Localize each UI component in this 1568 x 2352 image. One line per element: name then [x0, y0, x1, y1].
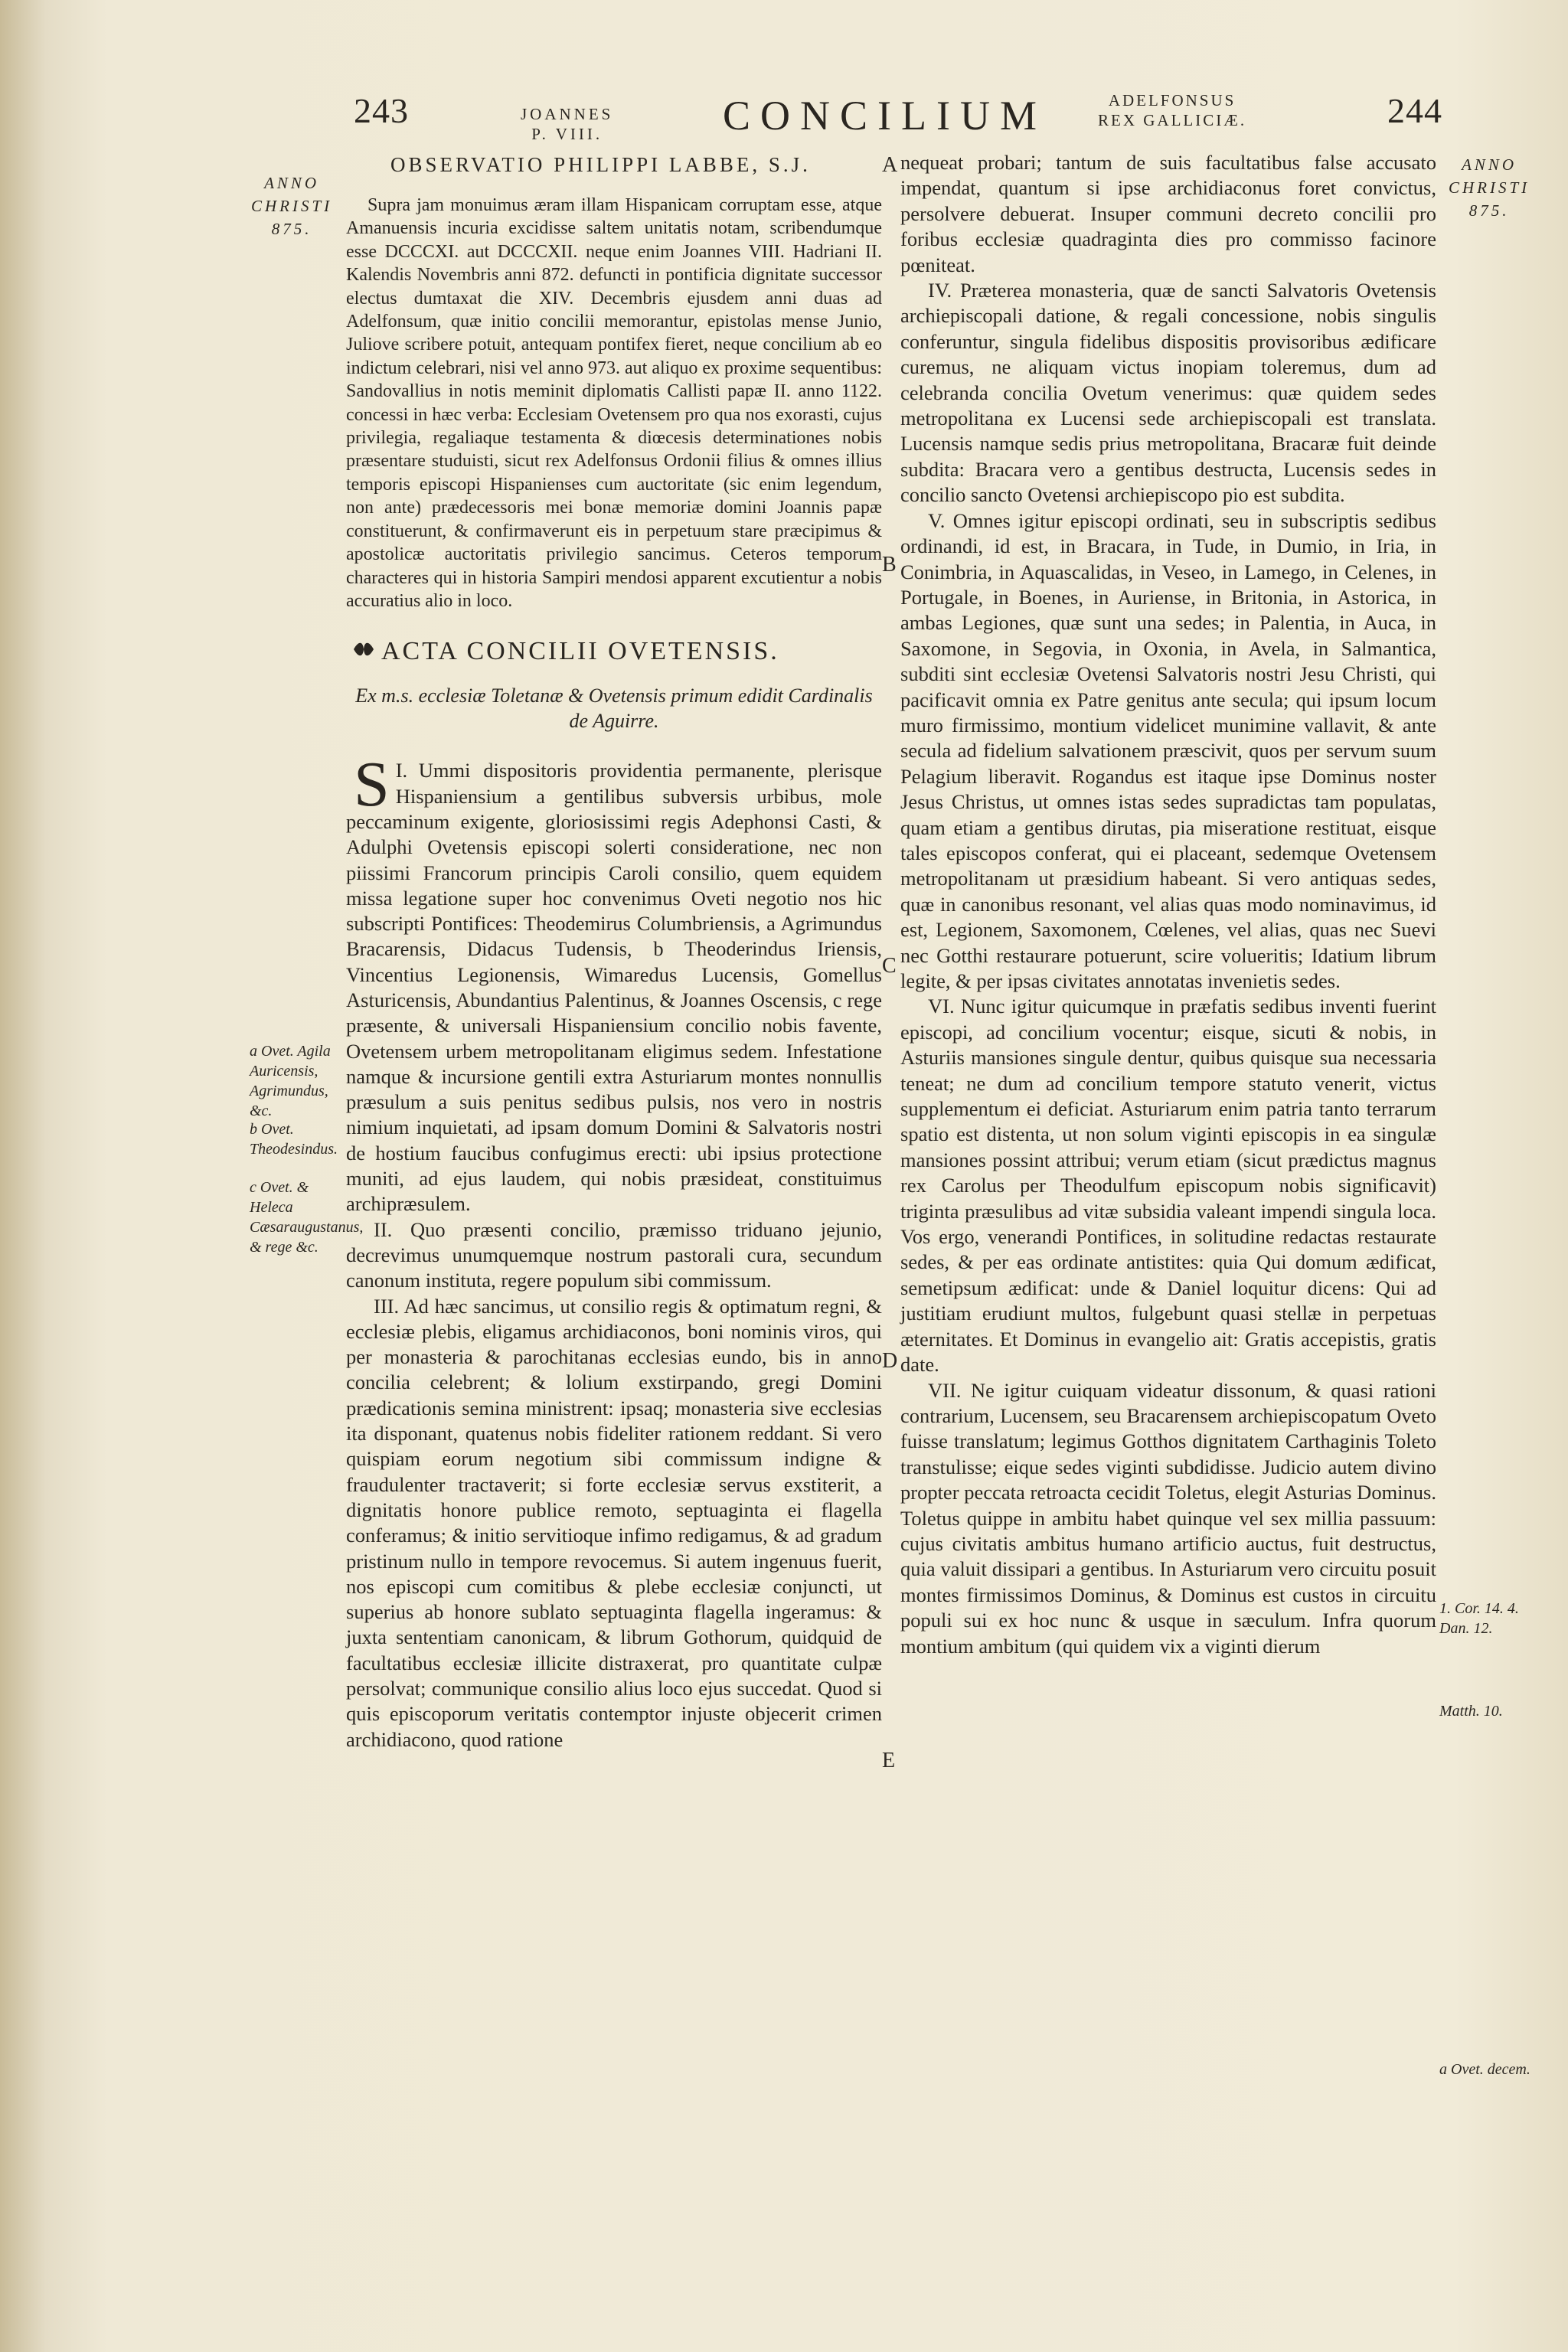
drop-cap: S — [354, 749, 390, 821]
margin-note: a Ovet. Agila Auricensis, Agrimundus, &c. — [250, 1043, 331, 1119]
left-column — [346, 153, 882, 1753]
acta-heading — [352, 637, 882, 666]
section-4: IV. Præterea monasteria, quæ de sancti Salvatoris Ovetensis archiepiscopali datione, & regali concessione, nobis singulis conferuntur, singula fidelibus dispositis provisoribus ædificare curemus, ne aliquam victus inopiam toleremus, dum ad celebranda concilia Ovetum venerimus: quæ quidem sedes metropolitana ex Lucensi sede archiepiscopali est translata. Lucensis namque sedis prius metropolitana, Bracaræ fuit deinde subdita: Bracara vero a gentibus destructa, Lucensis sedes in concilio sancto Ovetensi archiepiscopo pio est subdita. — [900, 279, 1436, 507]
margin-note: c Ovet. & Heleca Cæsaraugustanus, & rege &c. — [250, 1179, 364, 1256]
margin-note: a Ovet. decem. — [1439, 2061, 1530, 2078]
margin-letter-d: D — [882, 1349, 898, 1373]
fleuron-icon — [352, 637, 375, 666]
observatio-heading: OBSERVATIO PHILIPPI LABBE, S.J. — [390, 153, 811, 176]
left-running-head — [521, 104, 613, 144]
anno-christi-right — [1449, 153, 1530, 222]
section-1 — [346, 749, 882, 1217]
christi-word: CHRISTI — [251, 197, 333, 215]
right-column — [900, 150, 1436, 1659]
section-3-continued: nequeat probari; tantum de suis facultatibus false accusato impendat, quantum si ipse archidiaconus foret convictus, persolvere debuerat. Insuper communi decreto concilii pro foribus ecclesiæ quadraginta dies pro commisso facinore pœniteat. — [900, 151, 1436, 276]
margin-note: 1. Cor. 14. 4. — [1439, 1600, 1519, 1617]
running-head-line2: REX GALLICIÆ. — [1098, 111, 1247, 129]
christi-word: CHRISTI — [1449, 178, 1530, 197]
section-1-text: Ummi dispositoris providentia permanente, plerisque Hispaniensium a gentilibus subversis urbibus, mole peccaminum exigente, gloriosissimi regis Adephonsi Casti, & Adulphi Ovetensis episcopi solerti consideratione, nec non piissimi Francorum principis Caroli consilio, quem equidem missa legatione super hoc convenimus Oveti negotio nos hic subscripti Pontifices: Theodemirus Columbriensis, a Agrimundus Bracarensis, Didacus Tudensis, b Theoderindus Iriensis, Vincentius Legionensis, Wimaredus Lucensis, Gomellus Asturicensis, Abundantius Palentinus, & Joannes Oscensis, c rege præsente, & universali Hispaniensium concilio nobis favente, Ovetensem urbem metropolitanam eligimus sedem. Infestatione namque & incursione gentili extra Asturiarum montes nonnullis præsulum a suis penitus sedibus pulsis, nos vero in nostris nimium inquietati, ad ipsam domum Domini & Salvatoris nostri de hostium faucibus confugimus erecti: ubi ipsius protectione muniti, ad ejus laudem, qui nobis præsideat, constituimus archipræsulem. — [346, 759, 882, 1216]
anno-word: ANNO — [264, 174, 320, 192]
left-page-number: 243 — [354, 91, 409, 130]
acta-right-body — [900, 150, 1436, 1659]
section-7: VII. Ne igitur cuiquam videatur dissonum, & quasi rationi contrarium, Lucensem, seu Bracarensem archiepiscopatum Oveto fuisse translatum; legimus Gotthos dignitatem Carthaginis Toleto transtulisse; eique sedes viginti subdidisse. Judicio autem divino propter peccata retroacta cecidit Toletus, elegit Asturias Dominus. Toletus quippe in ambitu habet quinque vel sex millia passuum: cujus civitatis ambitus humano artificio auctus, fuit destructus, quia valuit dissipari a gentibus. In Asturiarum vero circuitu posuit montes firmissimos Dominus, & Dominus est custos in circuitu populi sui ex hoc nunc & usque in sæculum. Infra quorum montium ambitum (qui quidem vix a viginti dierum — [900, 1378, 1436, 1658]
year-number: 875. — [1468, 201, 1510, 220]
section-6: VI. Nunc igitur quicumque in præfatis sedibus inventi fuerint episcopi, ad concilium vocentur; eisque, sicuti & nobis, in Asturiis mansiones singule dentur, quibus quisque sua necessaria teneat; ne dum ad concilium tempore statuto venerit, victus supplementum ei deficiat. Asturiarum enim patria tanto terrarum spatio est distenta, ut non solum viginti episcopis in ea singulæ mansiones possint attribui; verum etiam (sicut prædictus magnus rex Carolus per Theodulfum episcopum nobis significavit) triginta præsulibus ad vitæ subsidia valeant impendi singula loca. Vos ergo, venerandi Pontifices, in solitudine redactas restaurate sedes, & per eas ordinate antistites: quia Qui domum ædificat, semetipsum ædificat: unde & Daniel loquitur dicens: Qui ad justitiam erudiunt multos, fulgebunt quasi stellæ in perpetuas æternitates. Et Dominus in evangelio ait: Gratis accepistis, gratis date. — [900, 995, 1436, 1377]
section-5: V. Omnes igitur episcopi ordinati, seu in subscriptis sedibus ordinandi, id est, in Bracara, in Tude, in Dumio, in Iria, in Conimbria, in Aquascalidas, in Veseo, in Lamego, in Celenes, in Portugale, in Boenes, in Auriense, in Britonia, in Astorica, in ambas Legiones, quæ sunt una sedes; in Palentia, in Auca, in Saxomone, in Segovia, in Oxonia, in Avela, in Salmantica, subditi sint ecclesiæ Ovetensi Salvatoris nostri Jesu Christi, qui pacificavit omnia ex Patre genitus ante secula; qui ipsum locum muro firmissimo, montium videlicet munimine vallavit, & ante secula ad fidelium salvationem præscivit, quos per servum suum Pelagium liberavit. Rogandus est itaque ipse Dominus noster Jesus Christus, ut omnes istas sedes supradictas tam populatas, quam etiam a gentibus dirutas, pia miseratione restituat, eisque tales episcopos conferat, qui ei placeant, sedemque Ovetensem metropolitanam ut præsidium habeant. Si vero antiquas sedes, quæ in canonibus resonant, vel alias quas modo nominavimus, id est, Legionem, Saxomonem, Cœlenes, vel alias, quas nec Suevi nec Gotthi restaurare potuerunt, scire volueritis; Idatium librum legite, & per ipsas civitates annotatas invenietis sedes. — [900, 508, 1436, 992]
right-page-number: 244 — [1387, 91, 1442, 130]
acta-heading-text: ACTA CONCILII OVETENSIS. — [381, 637, 779, 666]
center-title: CONCILIUM — [723, 93, 1047, 139]
section-numeral: I. — [395, 759, 408, 782]
margin-letter-e: E — [882, 1749, 896, 1772]
section-3: III. Ad hæc sancimus, ut consilio regis & optimatum regni, & ecclesiæ plebis, eligamus archidiaconos, boni nominis viros, qui per monasteria & parochitanas ecclesias eundo, bis in anno concilia celebrent; & lolium exstirpando, gregi Domini prædicationis semina ministrent: ipsaq; monasteria sive ecclesias ita disponant, quatenus nobis fideliter rationem reddant. Si vero quispiam eorum negotium sibi commissum indigne & fraudulenter tractaverit; si forte ecclesiæ servus exstiterit, a dignitatis honore publice remoto, septuaginta ei flagella conferamus; & initio servitioque infimo redigamus, & ad gradum pristinum nullo in tempore revocemus. Si autem ingenuus fuerit, nos episcopi cum comitibus & plebe ecclesiæ conjuncti, ut superius ab honore sublato septuaginta flagella ingeramus: & juxta sententiam canonicam, & librum Gothorum, quidquid de facultatibus ecclesiæ illicite distraxerat, pro quantitate culpæ persolvat; communique consilio alius loco ejus succedat. Quod si quis episcoporum veritatis contemptor injuste objecerit crimen archidiacono, quod ratione — [346, 1294, 882, 1751]
observatio-paragraph: Supra jam monuimus æram illam Hispanicam corruptam esse, atque Amanuensis incuria excidisse saltem unitatis notam, scribendumque esse DCCCXI. aut DCCCXII. neque enim Joannes VIII. Hadriani II. Kalendis Novembris anni 872. defuncti in pontificia dignitate successor electus dumtaxat die XIV. Decembris ejusdem anni duas ad Adelfonsum, quæ initio concilii memorantur, epistolas mense Junio, Juliove scribere potuit, antequam pontifex fieret, neque concilium ab eo indictum celebrari, nisi vel anno 973. aut aliquo ex proxime sequentibus: Sandovallius in notis meminit diplomatis Callisti papæ II. anno 1122. concessi in hæc verba: Ecclesiam Ovetensem pro qua nos exorasti, cujus privilegia, regaliaque testamenta & diœcesis determinationes nobis præsentare studuisti, sicut rex Adelfonsus Ordonii filius & omnes illius temporis episcopi Hispanienses cum auctoritate (sic enim legendum, non ante) prædecessoris mei bonæ memoriæ domini Joannis papæ constituerunt, & confirmaverunt eis in perpetuum stare præcipimus & apostolicæ auctoritatis privilegio sancimus. Ceteros temporum characteres qui in historia Sampiri mendosi apparent excutientur a nobis accuratius alio in loco. — [346, 195, 882, 611]
anno-word: ANNO — [1462, 155, 1517, 174]
right-running-head — [1098, 90, 1246, 130]
margin-letter-a: A — [882, 153, 898, 177]
acta-subtitle: Ex m.s. ecclesiæ Toletanæ & Ovetensis primum edidit Cardinalis de Aguirre. — [355, 684, 873, 733]
margin-note: Dan. 12. — [1439, 1620, 1493, 1637]
anno-christi-left — [251, 172, 332, 240]
observatio-text — [346, 194, 882, 612]
running-head-line2: P. VIII. — [531, 125, 603, 143]
acta-left-body — [346, 749, 882, 1753]
margin-note: Matth. 10. — [1439, 1703, 1503, 1720]
margin-letter-c: C — [882, 954, 897, 978]
running-head-line1: ADELFONSUS — [1108, 91, 1236, 109]
running-head-line1: JOANNES — [521, 105, 614, 123]
section-2: II. Quo præsenti concilio, præmisso triduano jejunio, decrevimus unumquemque nostrum pastorali cura, secundum canonum instituta, regere populum sibi commissum. — [346, 1217, 882, 1292]
margin-note: b Ovet. Theodesindus. — [250, 1121, 338, 1158]
year-number: 875. — [271, 220, 312, 238]
margin-letter-b: B — [882, 553, 897, 577]
